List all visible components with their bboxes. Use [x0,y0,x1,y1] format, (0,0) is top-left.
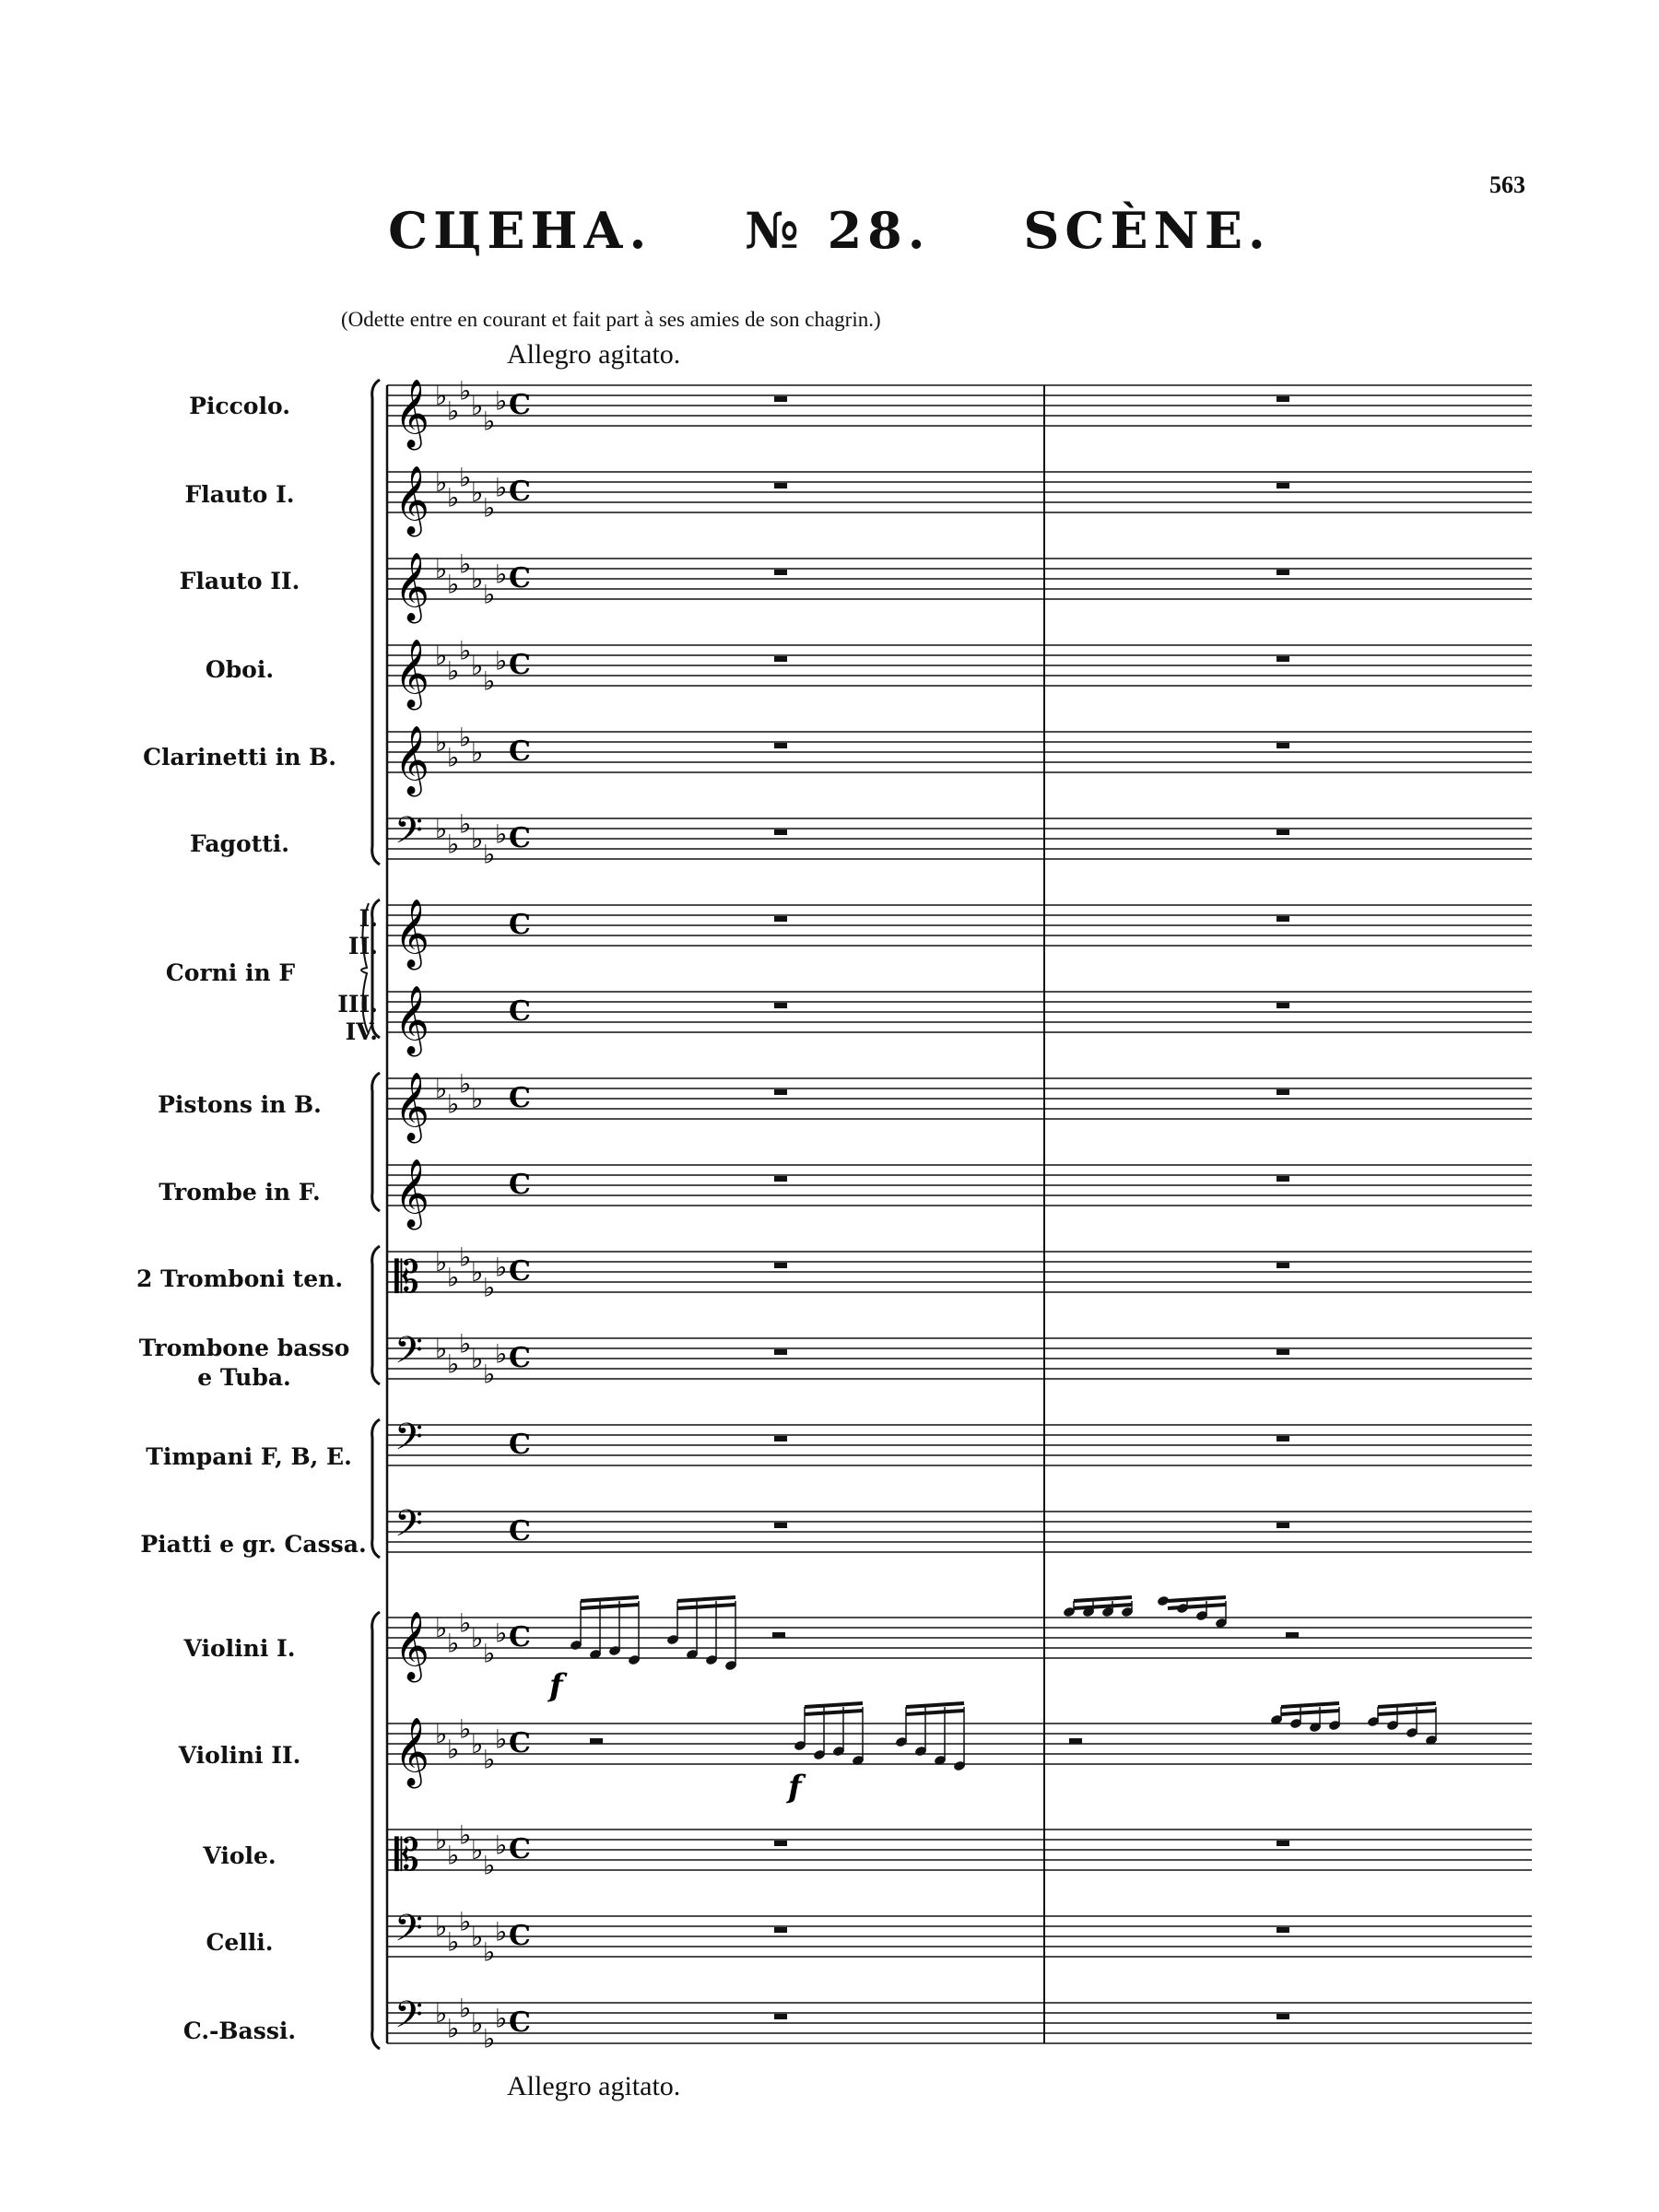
beam-v1-c [1074,1605,1132,1608]
whole-rest [774,916,787,922]
flat-icon: ♭ [447,1628,460,1659]
flat-icon: ♭ [435,554,448,584]
whole-rest [774,483,787,488]
whole-rest [1277,1089,1289,1095]
label-flauto-2: Flauto II. [179,568,300,594]
flat-icon: ♭ [435,1912,448,1942]
flat-icon: ♭ [495,2003,508,2034]
label-oboi: Oboi. [205,656,275,683]
whole-rest [1277,1927,1289,1933]
whole-rest [1277,570,1289,575]
beam-v2-d [1378,1703,1436,1707]
half-rest [1286,1632,1299,1638]
label-flauto-1: Flauto I. [184,481,295,508]
bass-clef-icon: 𝄢 [394,809,423,861]
time-signature: C [509,1255,531,1288]
whole-rest [774,1349,787,1355]
flat-icon: ♭ [471,1922,484,1952]
whole-rest [774,1263,787,1268]
flat-icon: ♭ [435,1825,448,1855]
beam-v1-a [581,1605,639,1608]
flat-icon: ♭ [495,1338,508,1370]
time-signature: C [509,735,531,768]
time-signature: C [509,1727,531,1759]
time-signature: C [509,2006,531,2039]
time-signature: C [509,1342,531,1374]
treble-clef-icon: 𝄞 [394,640,429,708]
flat-icon: ♭ [459,462,472,493]
treble-clef-icon: 𝄞 [394,986,429,1054]
label-fagotti: Fagotti. [189,830,290,857]
label-violini-1: Violini I. [183,1635,296,1662]
flat-icon: ♭ [447,829,460,860]
whole-rest [774,1176,787,1182]
treble-clef-icon: 𝄞 [394,553,429,621]
half-rest [1069,1738,1082,1744]
flat-icon: ♭ [483,1744,496,1775]
flat-icon: ♭ [435,1998,448,2029]
label-viole: Viole. [203,1842,276,1869]
flat-icon: ♭ [471,1344,484,1374]
label-trombone-basso: Trombone basso e Tuba. [138,1335,350,1391]
whole-rest [1277,1176,1289,1182]
bass-clef-icon: 𝄢 [394,1416,423,1467]
title-french: SCÈNE. [1023,201,1271,260]
whole-rest [774,570,787,575]
group-bracket [372,1246,380,1384]
flat-icon: ♭ [483,1272,496,1303]
flat-icon: ♭ [459,375,472,406]
flat-icon: ♭ [435,641,448,671]
treble-clef-icon: 𝄞 [394,726,429,794]
flat-icon: ♭ [447,2013,460,2044]
whole-rest [1277,1263,1289,1268]
whole-rest [1277,1003,1289,1008]
treble-clef-icon: 𝄞 [394,900,429,968]
whole-rest [774,1841,787,1846]
treble-clef-icon: 𝄞 [394,1073,429,1141]
bass-clef-icon: 𝄢 [394,1502,423,1554]
flat-icon: ♭ [447,655,460,687]
time-signature: C [509,476,531,508]
flat-icon: ♭ [435,467,448,498]
flat-icon: ♭ [495,1830,508,1861]
beam-v1-c [1074,1597,1132,1601]
whole-rest [1277,1523,1289,1528]
group-bracket [372,1419,380,1558]
beam-v2-d [1378,1711,1436,1714]
label-corni-3-4: III. IV. [337,991,378,1045]
time-signature: C [509,1621,531,1653]
flat-icon: ♭ [483,2023,496,2054]
group-bracket [372,380,380,865]
time-signature: C [509,822,531,854]
whole-rest [774,743,787,748]
whole-rest [774,1927,787,1933]
flat-icon: ♭ [447,1088,460,1120]
beam-v1-b [677,1597,735,1601]
flat-icon: ♭ [495,472,508,503]
beam-v1-d [1168,1597,1226,1601]
flat-icon: ♭ [495,1618,508,1649]
label-piatti: Piatti e gr. Cassa. [140,1531,367,1558]
label-clarinetti: Clarinetti in B. [143,744,336,771]
group-bracket [372,900,380,1038]
flat-icon: ♭ [447,1348,460,1380]
whole-rest [1277,2014,1289,2019]
flat-icon: ♭ [483,1936,496,1968]
alto-clef-icon: 𝄡 [394,1830,419,1881]
whole-rest [1277,743,1289,748]
whole-rest [1277,1436,1289,1441]
beam-v1-d [1168,1605,1226,1608]
whole-rest [1277,656,1289,662]
flat-icon: ♭ [459,1906,472,1937]
flat-icon: ♭ [483,1359,496,1390]
flat-icon: ♭ [459,808,472,840]
flat-icon: ♭ [447,395,460,427]
time-signature: C [509,1169,531,1201]
flat-icon: ♭ [459,1241,472,1273]
flat-icon: ♭ [447,742,460,773]
flat-icon: ♭ [435,381,448,411]
flat-icon: ♭ [447,482,460,513]
flat-icon: ♭ [483,492,496,524]
beam-v1-b [677,1605,735,1608]
flat-icon: ♭ [483,1850,496,1881]
page-number: 563 [1489,171,1525,198]
flat-icon: ♭ [459,1819,472,1851]
horn-brace [361,903,369,1034]
flat-icon: ♭ [447,1840,460,1871]
time-signature: C [509,1429,531,1461]
flat-icon: ♭ [435,727,448,758]
whole-rest [1277,483,1289,488]
flat-icon: ♭ [435,1719,448,1749]
flat-icon: ♭ [459,722,472,753]
time-signature: C [509,1515,531,1547]
beam-v2-b [906,1703,964,1707]
flat-icon: ♭ [435,1247,448,1277]
bass-clef-icon: 𝄢 [394,1329,423,1381]
flat-icon: ♭ [435,1074,448,1104]
flat-icon: ♭ [459,1328,472,1359]
flat-icon: ♭ [471,651,484,681]
bass-clef-icon: 𝄢 [394,1907,423,1959]
flat-icon: ♭ [459,1993,472,2024]
beam-v2-b [906,1711,964,1714]
flat-icon: ♭ [459,548,472,580]
treble-clef-icon: 𝄞 [394,466,429,535]
flat-icon: ♭ [471,564,484,594]
flat-icon: ♭ [483,839,496,870]
time-signature: C [509,389,531,421]
label-violini-2: Violini II. [178,1742,301,1769]
whole-rest [774,1003,787,1008]
treble-clef-icon: 𝄞 [394,1718,429,1786]
beam-v1-a [581,1597,639,1601]
time-signature: C [509,649,531,681]
flat-icon: ♭ [459,1713,472,1745]
flat-icon: ♭ [483,406,496,437]
flat-icon: ♭ [471,477,484,508]
flat-icon: ♭ [447,1262,460,1293]
beam-v2-a [805,1703,863,1707]
notes [570,1595,1438,1772]
flat-icon: ♭ [459,1607,472,1639]
treble-clef-icon: 𝄞 [394,380,429,448]
label-celli: Celli. [206,1929,274,1956]
flat-icon: ♭ [483,1638,496,1669]
beam-v2-c [1281,1711,1339,1714]
flat-icon: ♭ [471,737,484,768]
flat-icon: ♭ [471,1257,484,1288]
flat-icon: ♭ [459,635,472,666]
half-rest [772,1632,785,1638]
bass-clef-icon: 𝄢 [394,1994,423,2045]
label-piccolo: Piccolo. [189,393,290,419]
flat-icon: ♭ [447,1734,460,1765]
whole-rest [774,2014,787,2019]
flat-icon: ♭ [495,1724,508,1755]
label-corni: Corni in F [165,959,296,986]
title-russian: СЦЕНА. [388,201,653,260]
time-signature: C [509,1920,531,1952]
alto-clef-icon: 𝄡 [394,1252,419,1303]
time-signature: C [509,909,531,941]
dynamic-forte-violini-1: f [549,1667,563,1704]
treble-clef-icon: 𝄞 [394,1159,429,1228]
whole-rest [1277,830,1289,835]
tempo-marking-top: Allegro agitato. [507,339,681,370]
flat-icon: ♭ [495,1916,508,1947]
flat-icon: ♭ [483,579,496,610]
flat-icon: ♭ [471,824,484,854]
flat-icon: ♭ [435,1613,448,1643]
flat-icon: ♭ [495,385,508,417]
beam-v2-c [1281,1703,1339,1707]
whole-rest [1277,916,1289,922]
time-signature: C [509,562,531,594]
label-corni-1-2: I. II. [347,905,378,959]
flat-icon: ♭ [483,665,496,697]
time-signature: C [509,1082,531,1114]
flat-icon: ♭ [447,569,460,600]
label-c-bassi: C.-Bassi. [182,2018,297,2044]
time-signature: C [509,1833,531,1865]
whole-rest [774,830,787,835]
whole-rest [774,1089,787,1095]
label-trombe: Trombe in F. [159,1179,321,1206]
half-rest [590,1738,603,1744]
label-timpani: Timpani F, B, E. [146,1443,352,1470]
whole-rest [1277,1841,1289,1846]
flat-icon: ♭ [471,2008,484,2039]
time-signature: C [509,995,531,1028]
label-tromboni: 2 Tromboni ten. [135,1265,344,1292]
flat-icon: ♭ [495,818,508,850]
title-number: № 28. [745,201,931,260]
treble-clef-icon: 𝄞 [394,1612,429,1680]
flat-icon: ♭ [471,1084,484,1114]
label-pistons: Pistons in B. [158,1091,322,1118]
stage-direction: (Odette entre en courant et fait part à ses amies de son chagrin.) [341,308,881,331]
whole-rest [774,1436,787,1441]
flat-icon: ♭ [495,645,508,677]
staves [361,376,1532,2054]
flat-icon: ♭ [471,391,484,421]
flat-icon: ♭ [471,1835,484,1865]
tempo-marking-bottom: Allegro agitato. [507,2071,681,2101]
whole-rest [774,656,787,662]
flat-icon: ♭ [471,1623,484,1653]
flat-icon: ♭ [495,559,508,590]
whole-rest [1277,396,1289,402]
group-bracket [372,1073,380,1211]
beam-v2-a [805,1711,863,1714]
flat-icon: ♭ [471,1729,484,1759]
dynamic-forte-violini-2: f [788,1769,802,1806]
flat-icon: ♭ [459,1068,472,1100]
group-bracket [372,1612,380,2049]
flat-icon: ♭ [495,1252,508,1283]
flat-icon: ♭ [447,1926,460,1958]
whole-rest [1277,1349,1289,1355]
whole-rest [774,1523,787,1528]
flat-icon: ♭ [435,814,448,844]
flat-icon: ♭ [435,1334,448,1364]
whole-rest [774,396,787,402]
